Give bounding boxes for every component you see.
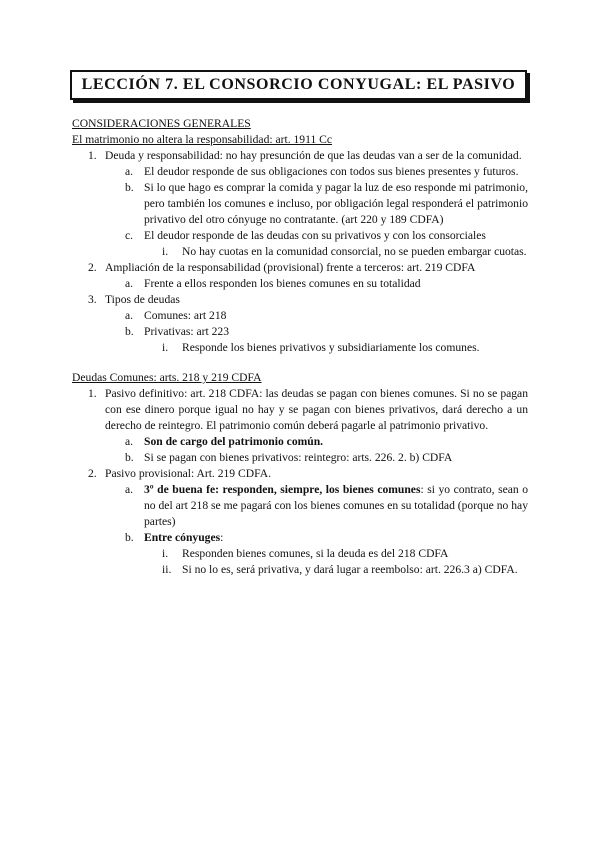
list-item (72, 434, 528, 450)
list-marker: b. (125, 451, 134, 464)
list-text: El deudor responde de sus obligaciones con todos sus bienes presentes y futuros. (144, 165, 519, 178)
list-marker: i. (162, 245, 169, 258)
list-item (72, 530, 528, 546)
list-marker: b. (125, 531, 134, 544)
list-marker: a. (125, 435, 134, 448)
list-item (72, 228, 528, 244)
list-text: Si lo que hago es comprar la comida y pagar la luz de eso responde mi patrimonio, pero también los comunes e incluso, por obligación legal responderá el patrimonio privativo del otro cónyuge no contratante. (art 220 y 189 CDFA) (144, 181, 528, 226)
list-text: Pasivo provisional: Art. 219 CDFA. (105, 467, 271, 480)
list-text (144, 530, 528, 546)
page-title: LECCIÓN 7. EL CONSORCIO CONYUGAL: EL PASIVO (81, 76, 516, 93)
list-marker: a. (125, 483, 134, 496)
list-text: Deuda y responsabilidad: no hay presunción de que las deudas van a ser de la comunidad. (105, 149, 522, 162)
list-text: Responde los bienes privativos y subsidiariamente los comunes. (182, 341, 480, 354)
list-text: Frente a ellos responden los bienes comunes en su totalidad (144, 277, 421, 290)
plain-text: : (220, 531, 224, 544)
bold-text: Entre cónyuges (144, 531, 221, 544)
list-item (72, 546, 528, 562)
bold-text: 3º de buena fe: responden, siempre, los bienes comunes (144, 483, 421, 496)
bold-text: Son de cargo del patrimonio común. (144, 435, 324, 448)
list-marker: a. (125, 309, 134, 322)
list-marker: c. (125, 229, 134, 242)
list-text: Pasivo definitivo: art. 218 CDFA: las deudas se pagan con bienes comunes. Si no se pagan con ese dinero porque igual no hay y se pagan con bienes privativos, dará derecho a un derecho de reintegro. El patrimonio común deberá pagarle al patrimonio privativo. (105, 387, 528, 432)
list-item (72, 386, 528, 434)
list-text: Si se pagan con bienes privativos: reintegro: arts. 226. 2. b) CDFA (144, 451, 453, 464)
list-item (72, 180, 528, 228)
plain-text: : si yo contrato, sean o no del art 218 se me pagará con los bienes comunes en su totalidad (porque no hay partes) (144, 483, 529, 528)
list-item (72, 148, 528, 164)
list-marker: a. (125, 277, 134, 290)
list-item (72, 292, 528, 308)
list-text (144, 434, 528, 450)
list-item (72, 466, 528, 482)
list-marker: 1. (88, 387, 97, 400)
list-item (72, 276, 528, 292)
list-marker: 1. (88, 149, 97, 162)
list-text: Tipos de deudas (105, 293, 180, 306)
list-marker: i. (162, 341, 169, 354)
list-item (72, 450, 528, 466)
document-body (72, 116, 528, 578)
list-marker: 2. (88, 261, 97, 274)
list-marker: i. (162, 547, 169, 560)
list-item (72, 308, 528, 324)
list-text: El deudor responde de las deudas con su privativos y con los consorciales (144, 229, 486, 242)
section-subheading-responsabilidad: El matrimonio no altera la responsabilidad: art. 1911 Cc (72, 133, 333, 146)
list-marker: 2. (88, 467, 97, 480)
list-item (72, 562, 528, 578)
list-text: Ampliación de la responsabilidad (provisional) frente a terceros: art. 219 CDFA (105, 261, 476, 274)
section-heading-consideraciones: CONSIDERACIONES GENERALES (72, 117, 251, 130)
list-item (72, 164, 528, 180)
list-marker: a. (125, 165, 134, 178)
list-text: Privativas: art 223 (144, 325, 230, 338)
list-text: Comunes: art 218 (144, 309, 227, 322)
title-box (70, 70, 527, 100)
list-marker: b. (125, 181, 134, 194)
list-text: No hay cuotas en la comunidad consorcial, no se pueden embargar cuotas. (182, 245, 527, 258)
list-item (72, 244, 528, 260)
list-text: Responden bienes comunes, si la deuda es del 218 CDFA (182, 547, 449, 560)
section-heading-deudas-comunes: Deudas Comunes: arts. 218 y 219 CDFA (72, 371, 262, 384)
list-text (144, 482, 528, 530)
list-item (72, 340, 528, 356)
list-marker: 3. (88, 293, 97, 306)
list-text: Si no lo es, será privativa, y dará lugar a reembolso: art. 226.3 a) CDFA. (182, 563, 518, 576)
list-item (72, 260, 528, 276)
list-item (72, 482, 528, 530)
list-marker: ii. (162, 563, 172, 576)
list-marker: b. (125, 325, 134, 338)
section-spacer (72, 356, 528, 370)
list-item (72, 324, 528, 340)
